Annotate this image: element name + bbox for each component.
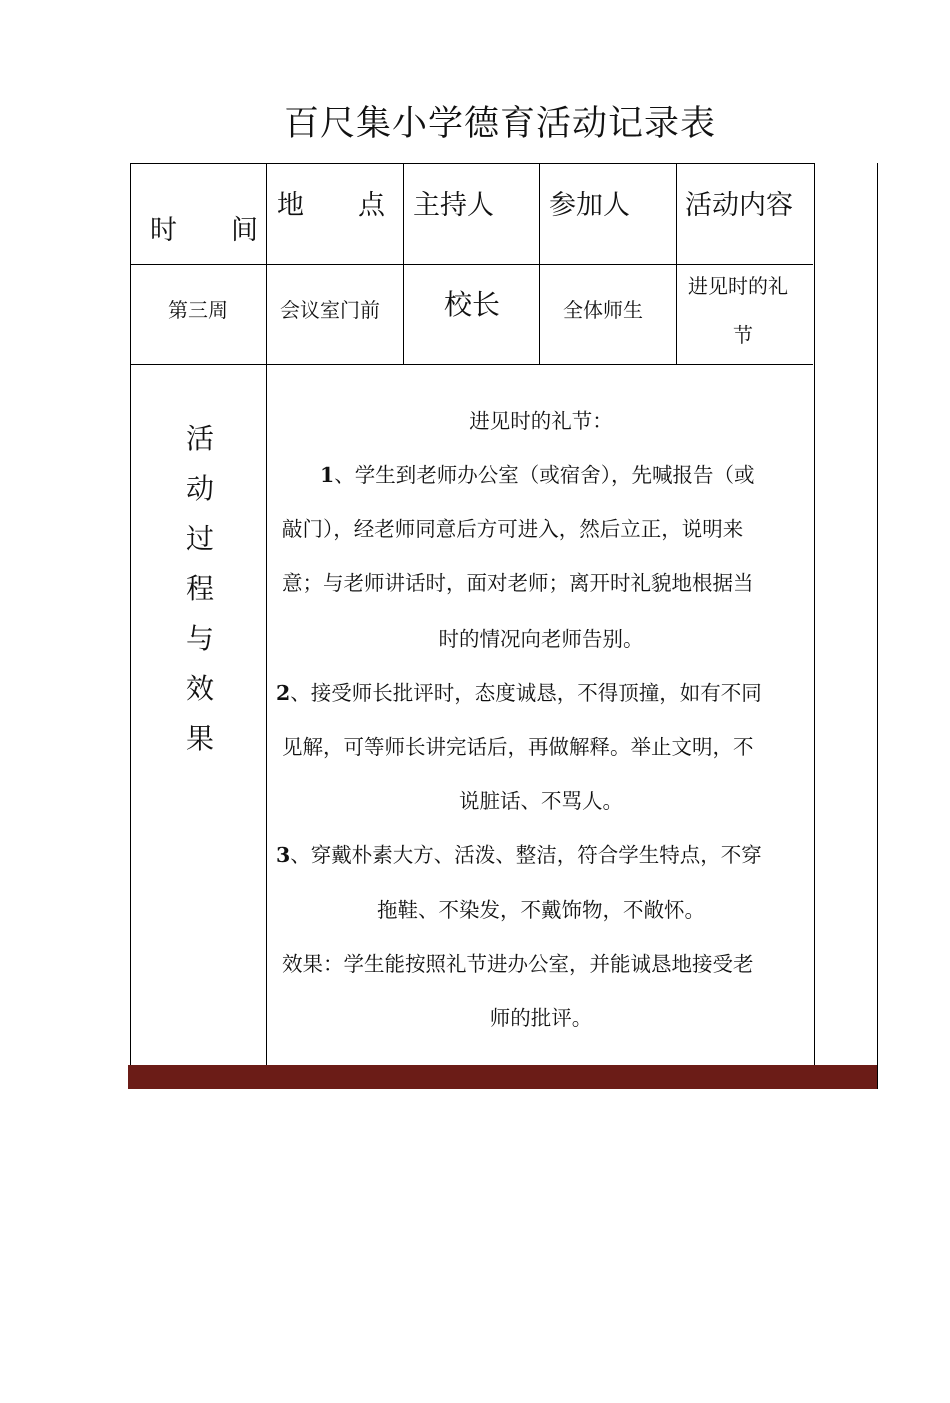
cell-place: 会议室门前 [280,298,380,322]
label-char: 果 [185,722,214,755]
cell-content-line-1: 进见时的礼 [688,274,788,298]
column-divider-4 [676,163,677,364]
label-char: 与 [185,622,214,655]
effect-line-1: 效果：学生能按照礼节进办公室，并能诚恳地接受老 [282,952,754,976]
item-2-line-3: 说脏话、不骂人。 [459,789,623,813]
item-1-line-1 [320,465,755,486]
header-content: 活动内容 [685,190,793,221]
column-divider-3 [539,163,540,364]
cell-content-line-2: 节 [733,323,753,347]
item-3-line-2: 拖鞋、不染发，不戴饰物，不敞怀。 [377,898,705,922]
item-1-line-2: 敲门），经老师同意后方可进入，然后立正，说明来 [282,517,744,541]
header-place: 地 点 [277,190,385,221]
header-host: 主持人 [413,190,494,221]
cell-participants: 全体师生 [563,298,643,322]
data-row-divider [130,364,813,365]
table-bottom-bar [128,1065,877,1089]
process-heading: 进见时的礼节： [469,409,613,433]
item-number: 1 [320,463,335,487]
column-divider-1 [266,163,267,1065]
item-2-line-1 [276,683,762,704]
header-row-divider [130,264,813,265]
item-number: 3 [276,843,291,867]
item-2-line-2: 见解，可等师长讲完话后，再做解释。举止文明，不 [282,735,754,759]
label-char: 动 [185,472,214,505]
cell-week: 第三周 [168,298,228,322]
label-char: 活 [185,422,214,455]
item-1-line-3: 意；与老师讲话时，面对老师；离开时礼貌地根据当 [282,571,754,595]
item-text: 、学生到老师办公室（或宿舍），先喊报告（或 [334,463,755,487]
cell-host: 校长 [444,288,501,321]
label-char: 程 [185,572,214,605]
item-number: 2 [276,681,291,705]
item-text: 、接受师长批评时，态度诚恳，不得顶撞，如有不同 [290,681,762,705]
effect-line-2: 师的批评。 [489,1006,593,1030]
item-1-line-4: 时的情况向老师告别。 [438,627,644,651]
column-divider-2 [403,163,404,364]
label-char: 过 [185,522,214,555]
header-participants: 参加人 [549,190,630,221]
item-text: 、穿戴朴素大方、活泼、整洁，符合学生特点，不穿 [290,843,762,867]
page-title: 百尺集小学德育活动记录表 [283,104,716,144]
table-outer-right-border [877,163,878,1089]
header-time: 时 间 [150,215,258,246]
process-effect-label [184,414,216,764]
label-char: 效 [185,672,214,705]
item-3-line-1 [276,845,762,866]
